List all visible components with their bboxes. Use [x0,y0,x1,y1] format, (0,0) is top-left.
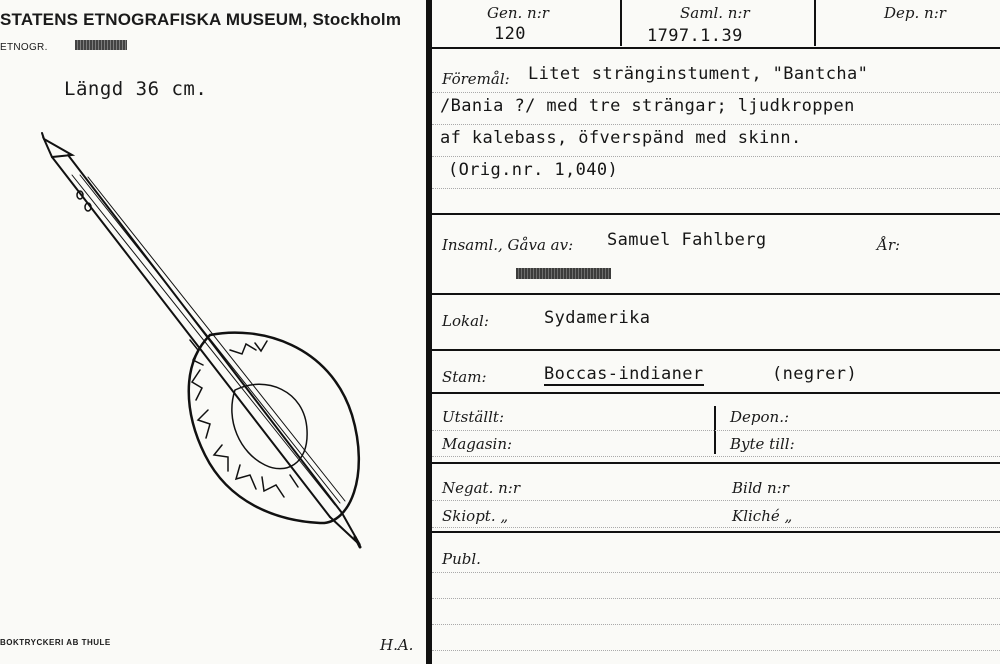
dotted-line [432,124,1000,125]
rule-media [432,531,1000,533]
dep-nr-label: Dep. n:r [884,4,946,22]
object-length: Längd 36 cm. [64,78,208,100]
negat-label: Negat. n:r [442,479,520,497]
dotted-line [432,92,1000,93]
depon-label: Depon.: [730,408,790,426]
header-divider-2 [814,0,816,46]
byte-label: Byte till: [730,435,795,453]
museum-name [0,10,401,30]
cataloguer-initials: H.A. [380,636,414,654]
rule-stam [432,392,1000,394]
dotted-line [432,527,1000,528]
printer-imprint: BOKTRYCKERI AB THULE [0,638,111,647]
dotted-line [432,572,1000,573]
dotted-line [432,430,1000,431]
dotted-line [432,500,1000,501]
department-label: ETNOGR. [0,42,48,53]
stam-label: Stam: [442,368,487,386]
saml-nr-label: Saml. n:r [680,4,750,22]
insaml-label: Insaml., Gåva av: [442,236,574,254]
rule-insaml [432,293,1000,295]
lokal-label: Lokal: [442,312,489,330]
dotted-line [432,188,1000,189]
department-stamp [75,40,127,50]
kliche-label: Kliché „ [732,507,793,525]
rule-header [432,47,1000,49]
header-divider-1 [620,0,622,46]
instrument-drawing [30,125,370,555]
publ-label: Publ. [442,550,481,568]
rule-foremal [432,213,1000,215]
dotted-line [432,456,1000,457]
rule-lokal [432,349,1000,351]
record-fields [432,0,1000,664]
foremal-line-1: Litet stränginstument, "Bantcha" [528,64,869,84]
foremal-label: Föremål: [442,70,510,88]
saml-nr-value: 1797.1.39 [647,26,743,46]
magasin-label: Magasin: [442,435,513,453]
museum-city: Stockholm [312,10,402,29]
lokal-value: Sydamerika [544,308,651,328]
foremal-line-2: /Bania ?/ med tre strängar; ljudkroppen [440,96,855,116]
insaml-value: Samuel Fahlberg [607,230,767,250]
stam-value: Boccas-indianer [544,364,704,384]
dotted-line [432,156,1000,157]
stam-suffix: (negrer) [772,364,858,384]
dotted-line [432,598,1000,599]
foremal-line-3: af kalebass, öfverspänd med skinn. [440,128,802,148]
rule-storage [432,462,1000,464]
dotted-line [432,650,1000,651]
skiopt-label: Skiopt. „ [442,507,509,525]
dotted-line [432,624,1000,625]
foremal-line-4: (Orig.nr. 1,040) [448,160,619,180]
gen-nr-label: Gen. n:r [487,4,549,22]
ar-label: År: [877,236,901,254]
insaml-stamp [516,268,611,279]
museum-name-text: STATENS ETNOGRAFISKA MUSEUM, [0,10,308,29]
gen-nr-value: 120 [494,24,526,44]
bild-label: Bild n:r [732,479,789,497]
utstallt-label: Utställt: [442,408,505,426]
